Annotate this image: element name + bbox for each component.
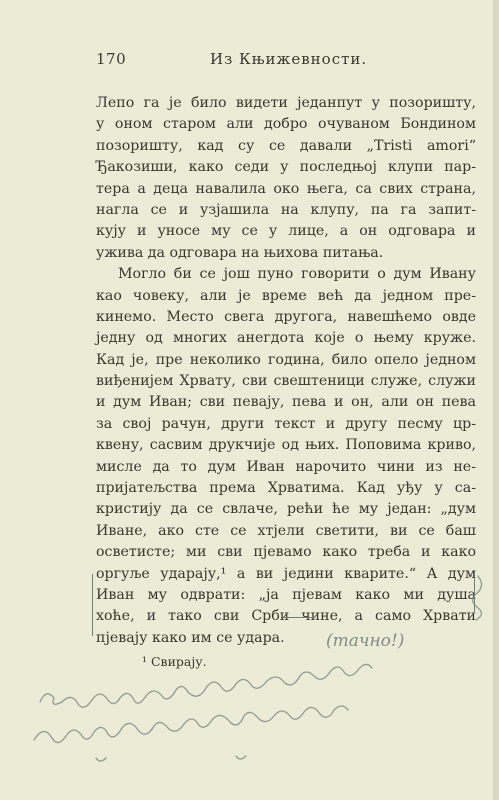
text-line: позоришту, кад су се давали „Tristi amori“ bbox=[96, 137, 476, 154]
text-line: Ђакозиши, како седи у последњој клупи пар- bbox=[96, 159, 476, 176]
text-line: једну од многих анегдота које о њему круже. bbox=[96, 330, 476, 347]
handwritten-note-line-1 bbox=[40, 664, 372, 707]
text-line: Кад је, пре неколико година, било опело једном bbox=[96, 351, 476, 368]
text-line: у оном старом али добро очуваном Бондином bbox=[96, 116, 476, 133]
text-line: тера а деца навалила око њега, са свих страна, bbox=[96, 180, 476, 197]
body-text bbox=[96, 93, 476, 649]
running-title: Из Књижевности. bbox=[210, 50, 368, 68]
page-edge bbox=[493, 0, 499, 800]
text-line: хоће, и тако сви Срби чине, а само Хрвати bbox=[96, 608, 476, 625]
text-line: оргуље ударају,¹ а ви једини кварите.“ А дум bbox=[96, 565, 476, 582]
margin-bracket-left bbox=[92, 574, 101, 636]
text-line: кристију да се свлаче, рећи ће му један: „дум bbox=[96, 501, 476, 518]
text-line: осветисте; ми сви пјевамо како треба и како bbox=[96, 544, 476, 561]
text-line: мисле да то дум Иван нарочито чини из не- bbox=[96, 458, 476, 475]
text-line: пријатељства према Хрватима. Кад уђу у са- bbox=[96, 480, 476, 497]
text-line: квену, сасвим друкчије од њих. Поповима криво, bbox=[96, 437, 476, 454]
margin-bracket-right bbox=[470, 570, 475, 612]
text-line: као човеку, али је време већ да једном пре- bbox=[96, 287, 476, 304]
page-number: 170 bbox=[96, 50, 127, 68]
text-line: ужива да одговара на њихова питања. bbox=[96, 244, 384, 261]
text-line: Иван му одврати: „ја пјевам како ми душа bbox=[96, 586, 476, 603]
text-line: и дум Иван; сви певају, пева и он, али он пева bbox=[96, 394, 476, 411]
pencil-underline bbox=[284, 617, 314, 618]
handwritten-note-line-2 bbox=[34, 706, 348, 743]
text-line: Могло би се још пуно говорити о дум Ивану bbox=[118, 266, 476, 283]
text-line: кинемо. Место свега другога, навешћемо овде bbox=[96, 308, 476, 325]
text-line: Лепо га је било видети једанпут у позоришту, bbox=[96, 95, 476, 111]
margin-annotation: (тачно!) bbox=[326, 631, 405, 651]
text-line: пјевају како им се удара. bbox=[96, 629, 285, 646]
text-line: за свој рачун, други текст и другу песму цр- bbox=[96, 415, 476, 432]
text-line: нагла се и узјашила на клупу, па га запит- bbox=[96, 201, 476, 218]
text-line: кују и уносе му се у лице, а он одговара и bbox=[96, 223, 476, 240]
text-line: виђенијем Хрвату, сви свештеници служе, служи bbox=[96, 373, 476, 390]
footnote: ¹ Свирају. bbox=[142, 654, 207, 669]
text-line: Иване, ако сте се хтјели светити, ви се баш bbox=[96, 522, 476, 539]
